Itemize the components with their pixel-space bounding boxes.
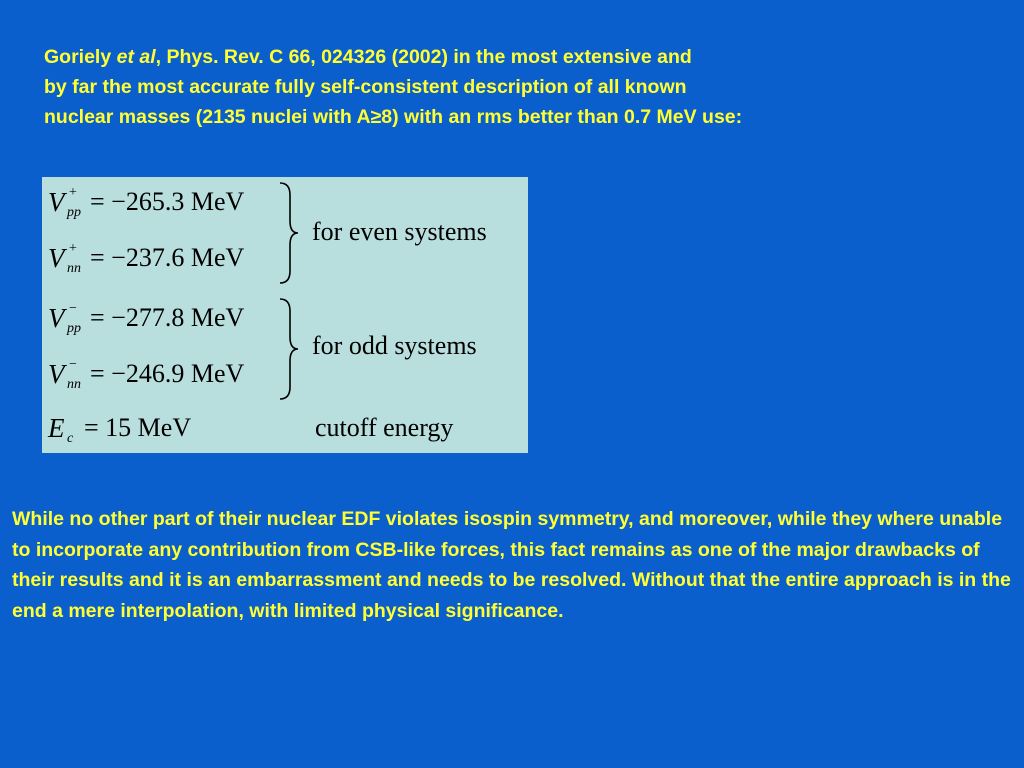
value: = −265.3 MeV	[90, 187, 245, 216]
subscript: pp	[67, 205, 81, 220]
subscript: c	[67, 431, 74, 446]
subscript: nn	[67, 261, 81, 276]
symbol-v: V	[48, 187, 65, 217]
right-brace-even	[278, 181, 302, 285]
symbol-e: E	[48, 413, 65, 443]
citation-paragraph	[44, 42, 984, 132]
subscript: nn	[67, 377, 81, 392]
value: = 15 MeV	[84, 413, 192, 442]
citation-etal: et al	[116, 46, 156, 68]
superscript: −	[69, 301, 77, 316]
citation-line3: nuclear masses (2135 nuclei with A≥8) with an rms better than 0.7 MeV use:	[44, 106, 743, 128]
value: = −246.9 MeV	[90, 359, 245, 388]
value: = −237.6 MeV	[90, 243, 245, 272]
symbol-v: V	[48, 303, 65, 333]
citation-line1: , Phys. Rev. C 66, 024326 (2002) in the most extensive and	[155, 46, 692, 68]
even-systems-label: for even systems	[312, 217, 487, 246]
equation-box	[42, 177, 528, 453]
symbol-v: V	[48, 359, 65, 389]
superscript: +	[69, 241, 77, 256]
value: = −277.8 MeV	[90, 303, 245, 332]
superscript: +	[69, 185, 77, 200]
superscript: −	[69, 357, 77, 372]
symbol-v: V	[48, 243, 65, 273]
odd-systems-label: for odd systems	[312, 331, 477, 360]
citation-line2: by far the most accurate fully self-consistent description of all known	[44, 76, 687, 98]
citation-author: Goriely	[44, 46, 117, 68]
subscript: pp	[67, 321, 81, 336]
commentary-paragraph: While no other part of their nuclear EDF violates isospin symmetry, and moreover, while they where unable to incorporate any contribution from CSB-like forces, this fact remains as one of the major drawbacks of their results and it is an embarrassment and needs to be resolved. Without that the entire approach is in the end a mere interpolation, with limited physical significance.	[12, 508, 1011, 622]
cutoff-energy-label: cutoff energy	[315, 413, 454, 442]
right-brace-odd	[278, 297, 302, 401]
